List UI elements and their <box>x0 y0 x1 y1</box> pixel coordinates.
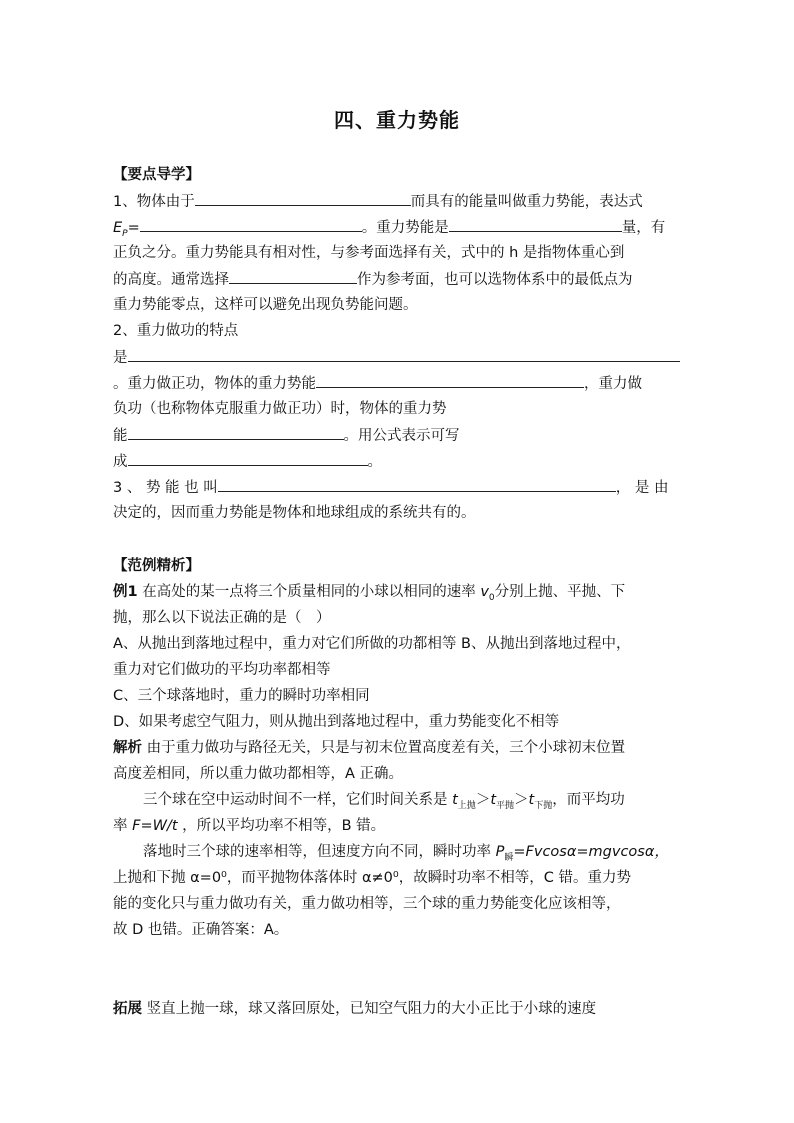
blank-6[interactable] <box>316 370 584 388</box>
option-a: A、从抛出到落地过程中，重力对它们所做的功都相等 B、从抛出到落地过程中， <box>113 636 631 652</box>
blank-9[interactable] <box>218 474 616 492</box>
blank-8[interactable] <box>128 448 368 466</box>
line-2: $E_P=$ 。重力势能是 量，有 <box>113 214 683 240</box>
analysis-line-4: 率 F=W/t ，所以平均功率不相等，B 错。 <box>113 818 386 834</box>
line-8: 。重力做正功，物体的重力势能 ，重力做 <box>113 370 683 396</box>
example-label: 例1 <box>113 584 138 600</box>
line-9: 负功（也称物体克服重力做正功）时，物体的重力势 <box>113 401 447 417</box>
analysis-line-7: 能的变化只与重力做功有关，重力做功相等，三个球的重力势能变化应该相等， <box>113 896 621 912</box>
line-13: 决定的，因而重力势能是物体和地球组成的系统共有的。 <box>113 505 476 521</box>
example-line-1: 例1 在高处的某一点将三个质量相同的小球以相同的速率 $v_0$分别上抛、平抛、下 <box>113 584 626 603</box>
page-title: 四、重力势能 <box>334 108 460 132</box>
option-c: C、三个球落地时，重力的瞬时功率相同 <box>113 688 370 704</box>
blank-3[interactable] <box>449 214 622 232</box>
blank-4[interactable] <box>229 266 357 284</box>
option-d: D、如果考虑空气阻力，则从抛出到落地过程中，重力势能变化不相等 <box>113 714 560 730</box>
extension-label: 拓展 <box>113 1001 142 1017</box>
key-points-heading: 【要点导学】 <box>113 167 200 183</box>
blank-2[interactable] <box>140 214 362 232</box>
examples-heading: 【范例精析】 <box>113 558 200 574</box>
blank-5[interactable] <box>128 344 680 362</box>
example-line-2: 抛，那么以下说法正确的是（ ） <box>113 610 331 626</box>
line-3: 正负之分。重力势能具有相对性，与参考面选择有关，式中的 h 是指物体重心到 <box>113 245 625 261</box>
extension-section <box>113 996 683 1022</box>
extension-line-1: 拓展 竖直上抛一球，球又落回原处，已知空气阻力的大小正比于小球的速度 <box>113 1001 597 1017</box>
examples-section <box>113 553 683 943</box>
analysis-line-3: 三个球在空中运动时间不一样，它们时间关系是 $t_{上抛}>t_{平抛}>t_{下抛}$，而平均功 <box>143 792 625 811</box>
line-4: 的高度。通常选择 作为参考面，也可以选物体系中的最低点为 <box>113 266 683 292</box>
analysis-label: 解析 <box>113 740 142 756</box>
line-12: 3 、 势 能 也 叫 ， 是 由 <box>113 474 683 500</box>
analysis-line-5: 落地时三个球的速率相等，但速度方向不同，瞬时功率 $P_瞬=Fvcos\alpha=mgvcos\alpha$， <box>143 844 669 863</box>
blank-7[interactable] <box>128 422 344 440</box>
option-a-cont: 重力对它们做功的平均功率都相等 <box>113 662 331 678</box>
analysis-line-2: 高度差相同，所以重力做功都相等，A 正确。 <box>113 766 404 782</box>
analysis-line-6: 上抛和下抛 α=0⁰，而平抛物体落体时 α≠0⁰，故瞬时功率不相等，C 错。重力势 <box>113 870 631 886</box>
line-6: 2、重力做功的特点 <box>113 323 239 339</box>
line-5: 重力势能零点，这样可以避免出现负势能问题。 <box>113 297 418 313</box>
line-11: 成 。 <box>113 448 683 474</box>
analysis-line-8: 故 D 也错。正确答案：A。 <box>113 922 289 938</box>
analysis-line-1: 解析 由于重力做功与路径无关，只是与初末位置高度差有关，三个小球初末位置 <box>113 740 626 756</box>
line-10: 能 。用公式表示可写 <box>113 422 683 448</box>
key-points-section <box>113 162 683 526</box>
blank-1[interactable] <box>195 188 411 206</box>
line-1: 1、物体由于 而具有的能量叫做重力势能，表达式 <box>113 188 683 214</box>
line-7: 是 <box>113 344 683 370</box>
